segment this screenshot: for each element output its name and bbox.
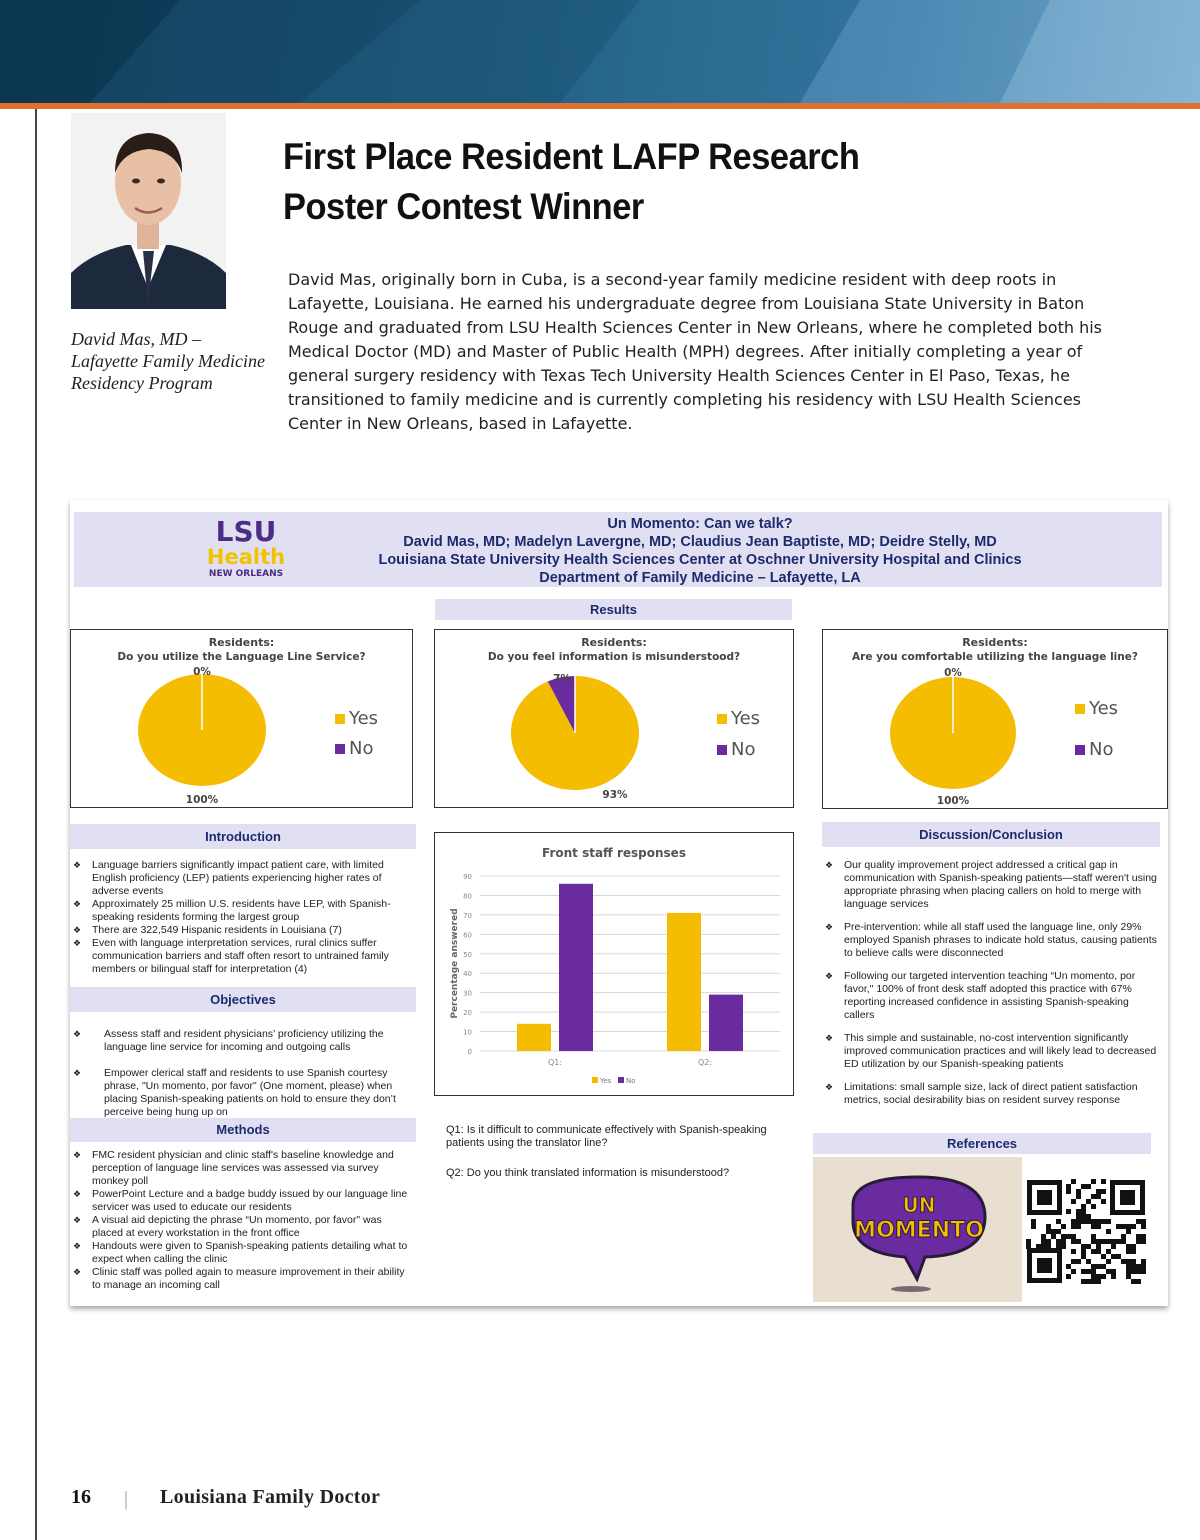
- qr-module: [1141, 1239, 1146, 1244]
- qr-module: [1096, 1244, 1101, 1249]
- pie-subtitle: Do you utilize the Language Line Service?: [117, 651, 366, 663]
- qr-module: [1076, 1214, 1081, 1219]
- pie-value-label-no: 0%: [193, 666, 211, 678]
- qr-finder-core: [1037, 1258, 1052, 1273]
- methods-list: [70, 1149, 414, 1292]
- list-item-text: PowerPoint Lecture and a badge buddy issued by our language line servicer was used to educate our residents: [92, 1188, 408, 1213]
- qr-module: [1096, 1274, 1101, 1279]
- orange-rule: [0, 103, 1200, 109]
- y-tick-label: 0: [467, 1048, 472, 1056]
- pie-chart-1: [70, 629, 413, 808]
- qr-module: [1096, 1264, 1101, 1269]
- lsu-health-logo: [206, 515, 286, 584]
- legend-label-yes: Yes: [349, 708, 379, 729]
- qr-module: [1076, 1259, 1081, 1264]
- qr-module: [1096, 1239, 1101, 1244]
- bullet-icon: ❖: [73, 1029, 82, 1039]
- bullet-icon: ❖: [825, 1033, 834, 1043]
- list-item: [822, 970, 1162, 1022]
- qr-module: [1106, 1269, 1111, 1274]
- bar-yes-q2: [667, 913, 701, 1051]
- qr-module: [1126, 1264, 1131, 1269]
- qr-module: [1046, 1224, 1051, 1229]
- bullet-icon: ❖: [825, 860, 834, 870]
- list-item: [70, 1149, 414, 1188]
- logo-new-orleans: NEW ORLEANS: [208, 569, 284, 579]
- qr-module: [1101, 1254, 1106, 1259]
- qr-finder-core: [1120, 1190, 1135, 1205]
- qr-module: [1081, 1214, 1086, 1219]
- qr-module: [1076, 1224, 1081, 1229]
- bullet-icon: ❖: [73, 938, 82, 948]
- bullet-icon: ❖: [825, 1082, 834, 1092]
- qr-module: [1131, 1279, 1136, 1284]
- qr-module: [1106, 1219, 1111, 1224]
- qr-module: [1066, 1234, 1071, 1239]
- poster-department: Department of Family Medicine – Lafayette, LA: [539, 570, 861, 586]
- question-1-text: Q1: Is it difficult to communicate effectively with Spanish-speaking patients using the translator line?: [446, 1124, 767, 1149]
- qr-module: [1071, 1269, 1076, 1274]
- list-item-text: Limitations: small sample size, lack of direct patient satisfaction metrics, social desirability bias on resident survey response: [844, 1081, 1138, 1106]
- qr-module: [1101, 1179, 1106, 1184]
- list-item-text: Approximately 25 million U.S. residents have LEP, with Spanish-speaking residents forming the largest group: [92, 898, 391, 923]
- list-item: [70, 1067, 410, 1119]
- qr-module: [1081, 1244, 1086, 1249]
- qr-module: [1101, 1274, 1106, 1279]
- bar-no-q1: [559, 884, 593, 1051]
- qr-module: [1136, 1279, 1141, 1284]
- caption-line: David Mas, MD –: [71, 329, 201, 349]
- legend-swatch-no: [1075, 745, 1085, 755]
- qr-finder-core: [1037, 1190, 1052, 1205]
- poster-institution: Louisiana State University Health Sciences Center at Oschner University Hospital and Clinics: [378, 552, 1022, 568]
- qr-module: [1101, 1199, 1106, 1204]
- pie-subtitle: Do you feel information is misunderstood?: [487, 651, 741, 663]
- qr-module: [1106, 1229, 1111, 1234]
- qr-module: [1111, 1244, 1116, 1249]
- legend-label-no: No: [349, 738, 374, 759]
- qr-module: [1136, 1269, 1141, 1274]
- legend-label-yes: Yes: [1089, 698, 1119, 719]
- qr-module: [1121, 1224, 1126, 1229]
- qr-module: [1046, 1229, 1051, 1234]
- pie-title: Residents:: [208, 636, 275, 649]
- list-item: [70, 859, 410, 898]
- qr-module: [1091, 1224, 1096, 1229]
- footer-separator: |: [124, 1488, 129, 1510]
- bar-chart-front-staff: [434, 832, 794, 1096]
- introduction-list: [70, 859, 410, 976]
- y-tick-label: 20: [463, 1009, 472, 1018]
- qr-module: [1071, 1199, 1076, 1204]
- legend-swatch-yes: [1075, 704, 1085, 714]
- pie-chart-2: [434, 629, 794, 808]
- qr-module: [1031, 1224, 1036, 1229]
- qr-module: [1066, 1209, 1071, 1214]
- qr-module: [1061, 1224, 1066, 1229]
- list-item-text: Even with language interpretation services, rural clinics suffer communication barriers and staff often resort to untrained family members or bilingual staff for interpretation (4): [92, 937, 389, 975]
- list-item: [70, 1188, 414, 1214]
- list-item-text: Assess staff and resident physicians’ proficiency utilizing the language line service for incoming and outgoing calls: [104, 1028, 384, 1053]
- badge-text-un: UN: [902, 1193, 936, 1217]
- qr-module: [1101, 1189, 1106, 1194]
- qr-module: [1126, 1259, 1131, 1264]
- list-item-text: Handouts were given to Spanish-speaking patients detailing what to expect when calling the clinic: [92, 1240, 408, 1265]
- results-header: Results: [435, 599, 792, 620]
- qr-module: [1091, 1194, 1096, 1199]
- qr-module: [1096, 1279, 1101, 1284]
- y-axis-label: Percentage answered: [450, 908, 460, 1019]
- list-item-text: Empower clerical staff and residents to use Spanish courtesy phrase, "Un momento, por favor" (One moment, please) when placing Spanish-speaking patients on hold to ensure they don’t perceive being hung up on: [104, 1067, 396, 1118]
- qr-module: [1126, 1249, 1131, 1254]
- bullet-icon: ❖: [73, 925, 82, 935]
- qr-module: [1141, 1224, 1146, 1229]
- qr-module: [1081, 1184, 1086, 1189]
- qr-module: [1106, 1239, 1111, 1244]
- page-number: 16: [71, 1486, 91, 1508]
- bullet-icon: ❖: [73, 1189, 82, 1199]
- qr-module: [1091, 1204, 1096, 1209]
- bullet-icon: ❖: [73, 1150, 82, 1160]
- qr-module: [1091, 1269, 1096, 1274]
- legend-label-yes: Yes: [600, 1077, 612, 1085]
- qr-module: [1076, 1194, 1081, 1199]
- list-item: [822, 859, 1162, 911]
- pie-chart-1-svg: [71, 630, 412, 807]
- qr-module: [1081, 1269, 1086, 1274]
- legend-label-yes: Yes: [731, 708, 761, 729]
- qr-module: [1051, 1229, 1056, 1234]
- y-tick-label: 70: [463, 911, 472, 920]
- qr-module: [1056, 1239, 1061, 1244]
- objectives-list: [70, 1028, 410, 1119]
- legend-swatch-yes: [717, 714, 727, 724]
- qr-module: [1046, 1239, 1051, 1244]
- qr-module: [1131, 1224, 1136, 1229]
- qr-module: [1126, 1224, 1131, 1229]
- y-tick-label: 10: [463, 1028, 472, 1037]
- qr-module: [1116, 1224, 1121, 1229]
- qr-module: [1131, 1244, 1136, 1249]
- y-tick-label: 40: [463, 970, 472, 979]
- qr-module: [1131, 1264, 1136, 1269]
- bullet-icon: ❖: [73, 899, 82, 909]
- qr-module: [1096, 1249, 1101, 1254]
- qr-module: [1081, 1219, 1086, 1224]
- qr-module: [1071, 1219, 1076, 1224]
- qr-module: [1091, 1219, 1096, 1224]
- qr-module: [1086, 1184, 1091, 1189]
- list-item-text: Clinic staff was polled again to measure improvement in their ability to manage an incoming call: [92, 1266, 405, 1291]
- methods-header: Methods: [70, 1118, 416, 1142]
- qr-module: [1081, 1209, 1086, 1214]
- headline-line-2: Poster Contest Winner: [283, 186, 644, 227]
- poster-authors: David Mas, MD; Madelyn Lavergne, MD; Claudius Jean Baptiste, MD; Deidre Stelly, MD: [403, 534, 997, 550]
- pie-value-label-no: 0%: [944, 667, 962, 679]
- qr-module: [1116, 1239, 1121, 1244]
- legend-swatch-no: [717, 745, 727, 755]
- bullet-icon: ❖: [73, 1068, 82, 1078]
- qr-module: [1121, 1234, 1126, 1239]
- qr-module: [1066, 1189, 1071, 1194]
- qr-module: [1136, 1234, 1141, 1239]
- x-tick-label: Q1:: [547, 1058, 563, 1067]
- qr-module: [1086, 1199, 1091, 1204]
- list-item: [822, 921, 1162, 960]
- list-item: [822, 1032, 1162, 1071]
- qr-module: [1066, 1264, 1071, 1269]
- qr-module: [1101, 1219, 1106, 1224]
- qr-module: [1136, 1219, 1141, 1224]
- qr-module: [1126, 1244, 1131, 1249]
- list-item: [70, 1028, 410, 1054]
- page-margin-rule: [35, 109, 37, 1540]
- qr-module: [1096, 1219, 1101, 1224]
- qr-module: [1101, 1264, 1106, 1269]
- qr-module: [1066, 1274, 1071, 1279]
- qr-module: [1071, 1249, 1076, 1254]
- x-tick-label: Q2:: [697, 1058, 713, 1067]
- qr-module: [1116, 1254, 1121, 1259]
- speech-bubble-icon: [813, 1157, 1022, 1302]
- list-item-text: Pre-intervention: while all staff used the language line, only 29% employed Spanish phrases to indicate hold status, causing patients to believe calls were disconnected: [844, 921, 1157, 959]
- qr-module: [1141, 1269, 1146, 1274]
- qr-module: [1086, 1214, 1091, 1219]
- list-item: [70, 1214, 414, 1240]
- qr-module: [1061, 1239, 1066, 1244]
- photo-caption: [71, 328, 271, 394]
- legend-label-no: No: [626, 1077, 636, 1085]
- bullet-icon: ❖: [73, 1215, 82, 1225]
- qr-module: [1131, 1259, 1136, 1264]
- list-item-text: A visual aid depicting the phrase “Un momento, por favor" was placed at every workstation in the front office: [92, 1214, 382, 1239]
- qr-module: [1071, 1239, 1076, 1244]
- question-2-text: Q2: Do you think translated information is misunderstood?: [446, 1167, 730, 1179]
- legend-label-no: No: [1089, 739, 1114, 760]
- qr-module: [1131, 1249, 1136, 1254]
- qr-module: [1071, 1179, 1076, 1184]
- qr-module: [1061, 1234, 1066, 1239]
- qr-module: [1111, 1254, 1116, 1259]
- pie-subtitle: Are you comfortable utilizing the language line?: [852, 651, 1138, 663]
- qr-module: [1081, 1204, 1086, 1209]
- bullet-icon: ❖: [825, 971, 834, 981]
- y-tick-label: 50: [463, 950, 472, 959]
- legend-swatch-no: [335, 744, 345, 754]
- banner-pattern: [0, 0, 1200, 103]
- list-item: [70, 937, 410, 976]
- qr-module: [1101, 1239, 1106, 1244]
- badge-text-momento: MOMENTO: [854, 1218, 984, 1243]
- qr-module: [1086, 1259, 1091, 1264]
- bar-chart-svg: [435, 833, 793, 1095]
- top-banner: [0, 0, 1200, 103]
- list-item: [70, 1240, 414, 1266]
- qr-module: [1051, 1234, 1056, 1239]
- qr-module: [1086, 1279, 1091, 1284]
- caption-line: Lafayette Family Medicine: [71, 351, 265, 371]
- qr-module: [1106, 1259, 1111, 1264]
- qr-module: [1066, 1184, 1071, 1189]
- qr-module: [1096, 1189, 1101, 1194]
- headline-line-1: First Place Resident LAFP Research: [283, 136, 860, 177]
- qr-module: [1141, 1219, 1146, 1224]
- list-item-text: FMC resident physician and clinic staff's baseline knowledge and perception of language line services was assessed via survey monkey poll: [92, 1149, 394, 1187]
- bullet-icon: ❖: [825, 922, 834, 932]
- qr-module: [1091, 1239, 1096, 1244]
- qr-module: [1086, 1219, 1091, 1224]
- poster-title: Un Momento: Can we talk?: [607, 516, 793, 532]
- qr-module: [1081, 1279, 1086, 1284]
- list-item: [70, 898, 410, 924]
- qr-module: [1121, 1239, 1126, 1244]
- caption-line: Residency Program: [71, 373, 213, 393]
- qr-code-icon[interactable]: [1025, 1178, 1147, 1291]
- qr-module: [1091, 1279, 1096, 1284]
- research-poster: [70, 500, 1168, 1306]
- qr-module: [1076, 1239, 1081, 1244]
- bar-yes-q1: [517, 1024, 551, 1051]
- pie-value-label-yes: 100%: [185, 794, 219, 806]
- qr-module: [1026, 1239, 1031, 1244]
- list-item-text: This simple and sustainable, no-cost intervention significantly improved communication practices and will likely lead to decreased ED utilization by our Spanish-speaking patients: [844, 1032, 1157, 1070]
- bullet-icon: ❖: [73, 860, 82, 870]
- logo-lsu: LSU: [215, 515, 277, 548]
- pie-chart-3: [822, 629, 1168, 809]
- qr-module: [1131, 1269, 1136, 1274]
- qr-module: [1136, 1264, 1141, 1269]
- qr-module: [1056, 1219, 1061, 1224]
- legend-swatch-yes: [335, 714, 345, 724]
- qr-module: [1141, 1259, 1146, 1264]
- qr-module: [1081, 1249, 1086, 1254]
- y-tick-label: 30: [463, 989, 472, 998]
- qr-module: [1086, 1244, 1091, 1249]
- qr-module: [1121, 1259, 1126, 1264]
- qr-module: [1106, 1249, 1111, 1254]
- un-momento-badge-image: [813, 1157, 1022, 1302]
- list-item: [70, 1266, 414, 1292]
- qr-module: [1111, 1274, 1116, 1279]
- list-item-text: Following our targeted intervention teaching “Un momento, por favor," 100% of front desk staff adopted this practice with 67% reporting increased confidence in assisting Spanish-speaking callers: [844, 970, 1136, 1021]
- list-item: [70, 924, 410, 937]
- pie-value-label-no: 7%: [553, 673, 571, 685]
- introduction-header: Introduction: [70, 824, 416, 849]
- qr-module: [1076, 1209, 1081, 1214]
- qr-module: [1141, 1234, 1146, 1239]
- qr-module: [1076, 1219, 1081, 1224]
- bar-no-q2: [709, 995, 743, 1051]
- y-tick-label: 80: [463, 892, 472, 901]
- y-tick-label: 90: [463, 873, 472, 881]
- qr-module: [1126, 1274, 1131, 1279]
- qr-module: [1071, 1234, 1076, 1239]
- objectives-header: Objectives: [70, 987, 416, 1012]
- author-photo: [71, 113, 226, 309]
- qr-module: [1081, 1254, 1086, 1259]
- qr-module: [1111, 1269, 1116, 1274]
- legend-swatch-yes: [592, 1077, 598, 1083]
- qr-module: [1091, 1179, 1096, 1184]
- discussion-list: [822, 859, 1162, 1107]
- list-item-text: Language barriers significantly impact patient care, with limited English proficiency (LEP) patients experiencing higher rates of adverse events: [92, 859, 384, 897]
- qr-module: [1041, 1234, 1046, 1239]
- qr-module: [1136, 1239, 1141, 1244]
- qr-module: [1096, 1224, 1101, 1229]
- article-bio: David Mas, originally born in Cuba, is a second-year family medicine resident with deep roots in Lafayette, Louisiana. He earned his undergraduate degree from Louisiana State University in Baton Rouge and graduated from LSU Health Sciences Center in New Orleans, where he completed both his Medical Doctor (MD) and Master of Public Health (MPH) degrees. After initially completing a year of general surgery residency with Texas Tech University Health Sciences Center in El Paso, Texas, he transitioned to family medicine and is currently completing his residency with LSU Health Sciences Center in New Orleans, based in Lafayette.: [288, 270, 1103, 433]
- article-headline: [283, 132, 934, 232]
- bar-chart-title: Front staff responses: [542, 846, 686, 860]
- pie-chart-2-svg: [435, 630, 793, 807]
- list-item: [822, 1081, 1162, 1107]
- qr-module: [1091, 1249, 1096, 1254]
- qr-module: [1126, 1229, 1131, 1234]
- logo-health: Health: [206, 545, 286, 569]
- list-item-text: There are 322,549 Hispanic residents in Louisiana (7): [92, 924, 342, 936]
- pie-title: Residents:: [962, 636, 1028, 649]
- qr-module: [1041, 1239, 1046, 1244]
- qr-module: [1086, 1269, 1091, 1274]
- y-tick-label: 60: [463, 931, 472, 940]
- poster-title-block: [300, 515, 1100, 587]
- pie-value-label-yes: 93%: [602, 789, 628, 801]
- pie-title: Residents:: [581, 636, 647, 649]
- discussion-header: Discussion/Conclusion: [822, 822, 1160, 847]
- publication-name: Louisiana Family Doctor: [160, 1486, 381, 1508]
- qr-module: [1056, 1229, 1061, 1234]
- bullet-icon: ❖: [73, 1267, 82, 1277]
- qr-module: [1126, 1269, 1131, 1274]
- references-header: References: [813, 1133, 1151, 1154]
- pie-value-label-yes: 100%: [936, 795, 970, 807]
- qr-module: [1111, 1239, 1116, 1244]
- pie-chart-3-svg: [823, 630, 1167, 808]
- qr-module: [1071, 1259, 1076, 1264]
- legend-label-no: No: [731, 739, 756, 760]
- qr-module: [1031, 1219, 1036, 1224]
- qr-module: [1076, 1189, 1081, 1194]
- legend-swatch-no: [618, 1077, 624, 1083]
- bullet-icon: ❖: [73, 1241, 82, 1251]
- qr-module: [1141, 1264, 1146, 1269]
- list-item-text: Our quality improvement project addressed a critical gap in communication with Spanish-speaking patients—staff weren't using appropriate phrasing when placing callers on hold to merge with language services: [844, 859, 1157, 910]
- qr-module: [1071, 1224, 1076, 1229]
- qr-module: [1091, 1264, 1096, 1269]
- qr-module: [1091, 1274, 1096, 1279]
- qr-module: [1096, 1194, 1101, 1199]
- qr-module: [1091, 1234, 1096, 1239]
